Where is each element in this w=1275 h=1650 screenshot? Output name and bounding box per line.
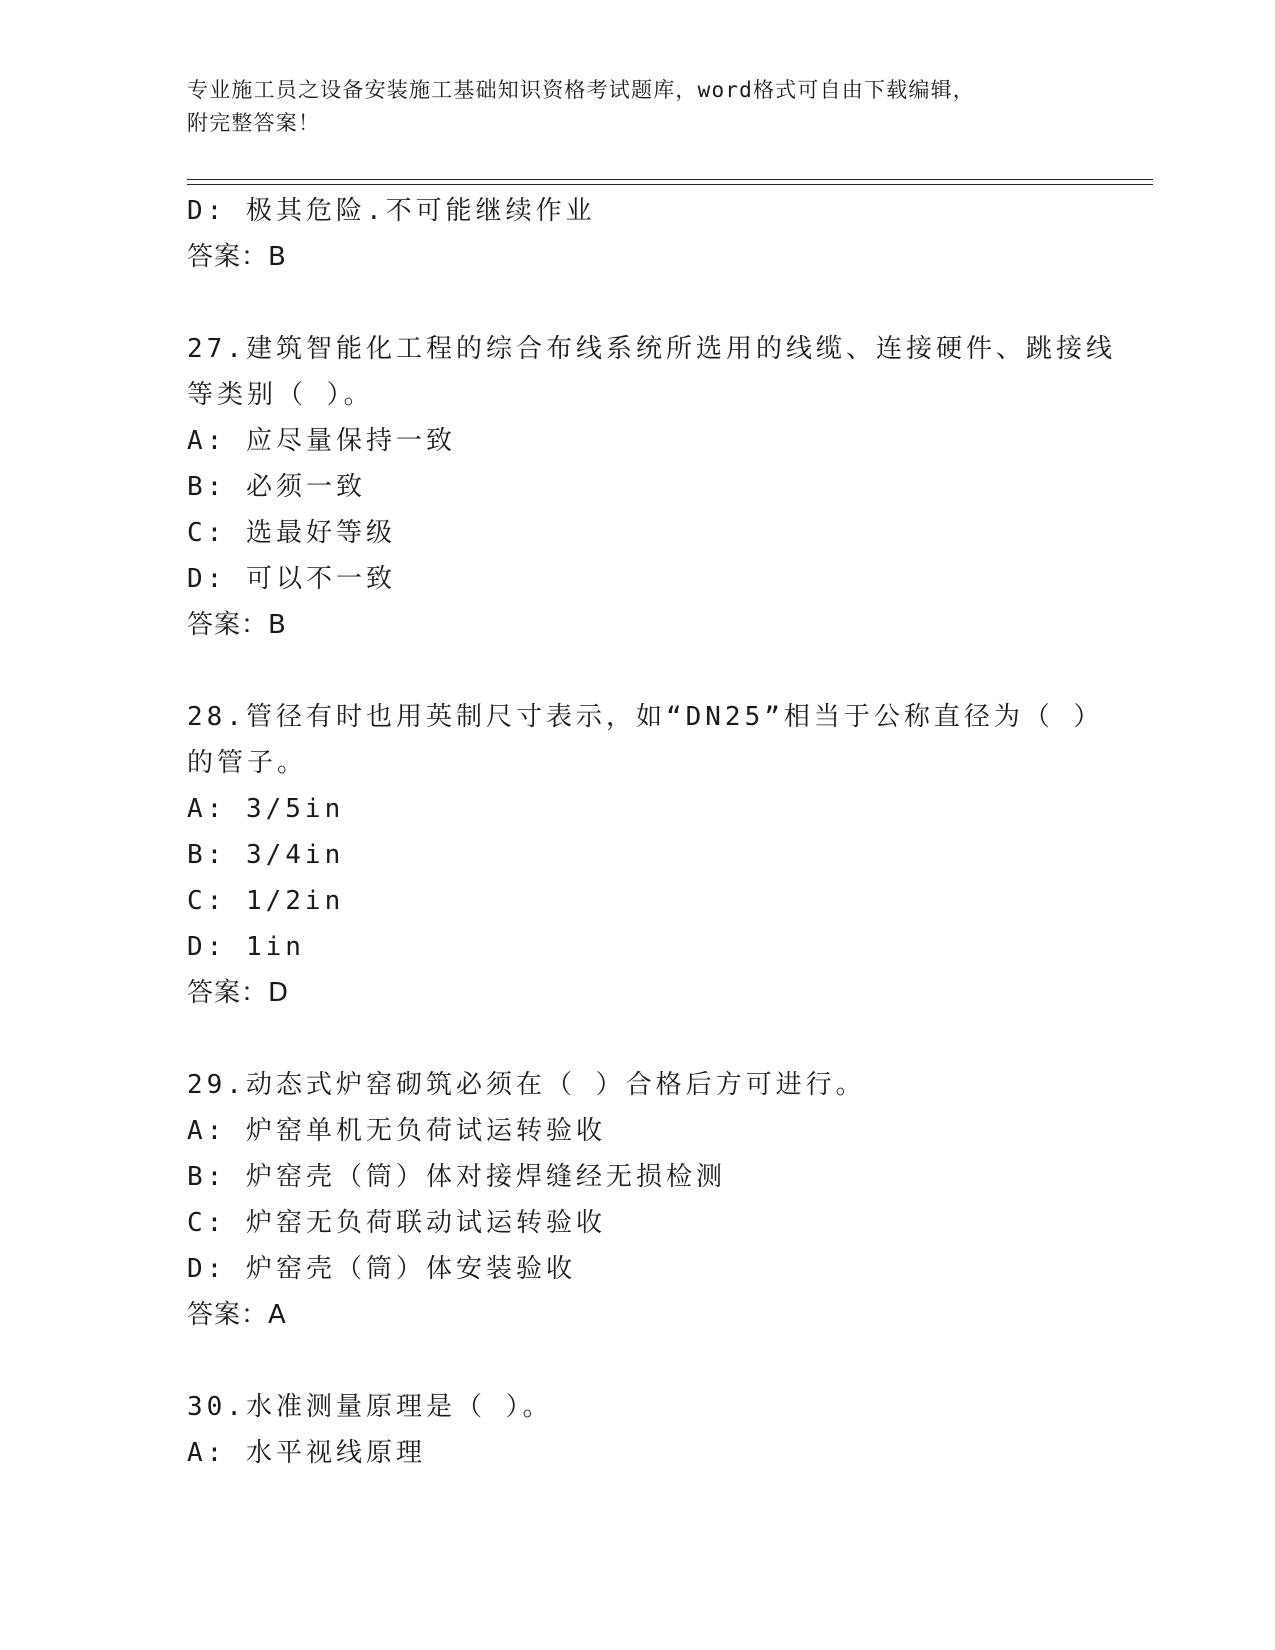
option-a: A: 水平视线原理 (187, 1438, 426, 1468)
question-28 (187, 694, 1104, 1016)
header-line-1: 专业施工员之设备安装施工基础知识资格考试题库，word格式可自由下载编辑， (187, 78, 975, 102)
document-header (187, 74, 1067, 140)
header-line-2: 附完整答案！ (187, 111, 321, 135)
question-26-tail (187, 188, 1087, 280)
question-stem: 28.管径有时也用英制尺寸表示，如“DN25”相当于公称直径为（ ） (187, 702, 1104, 732)
question-27 (187, 326, 1116, 648)
option-d: D: 炉窑壳（筒）体安装验收 (187, 1254, 576, 1284)
option-c: C: 1/2in (187, 886, 345, 916)
option-b: B: 必须一致 (187, 472, 366, 502)
question-30 (187, 1384, 1087, 1476)
question-stem-continued: 等类别（ ）。 (187, 380, 374, 410)
question-stem: 27.建筑智能化工程的综合布线系统所选用的线缆、连接硬件、跳接线 (187, 334, 1116, 364)
option-a: A: 应尽量保持一致 (187, 426, 456, 456)
option-a: A: 3/5in (187, 794, 345, 824)
question-list (187, 188, 1116, 1476)
question-29 (187, 1062, 1087, 1338)
question-stem-continued: 的管子。 (187, 748, 308, 778)
question-stem: 30.水准测量原理是（ ）。 (187, 1392, 553, 1422)
option-d: D: 1in (187, 932, 305, 962)
answer-line: 答案：A (187, 1300, 287, 1330)
question-stem: 29.动态式炉窑砌筑必须在（ ）合格后方可进行。 (187, 1070, 866, 1100)
answer-line: 答案：B (187, 242, 287, 272)
header-divider-bottom (187, 184, 1153, 185)
option-b: B: 炉窑壳（筒）体对接焊缝经无损检测 (187, 1162, 726, 1192)
answer-line: 答案：D (187, 978, 290, 1008)
option-c: C: 选最好等级 (187, 518, 396, 548)
header-divider-top (187, 179, 1153, 180)
option-c: C: 炉窑无负荷联动试运转验收 (187, 1208, 606, 1238)
option-b: B: 3/4in (187, 840, 345, 870)
answer-line: 答案：B (187, 610, 287, 640)
option-d: D: 极其危险.不可能继续作业 (187, 196, 596, 226)
option-d: D: 可以不一致 (187, 564, 396, 594)
option-a: A: 炉窑单机无负荷试运转验收 (187, 1116, 606, 1146)
